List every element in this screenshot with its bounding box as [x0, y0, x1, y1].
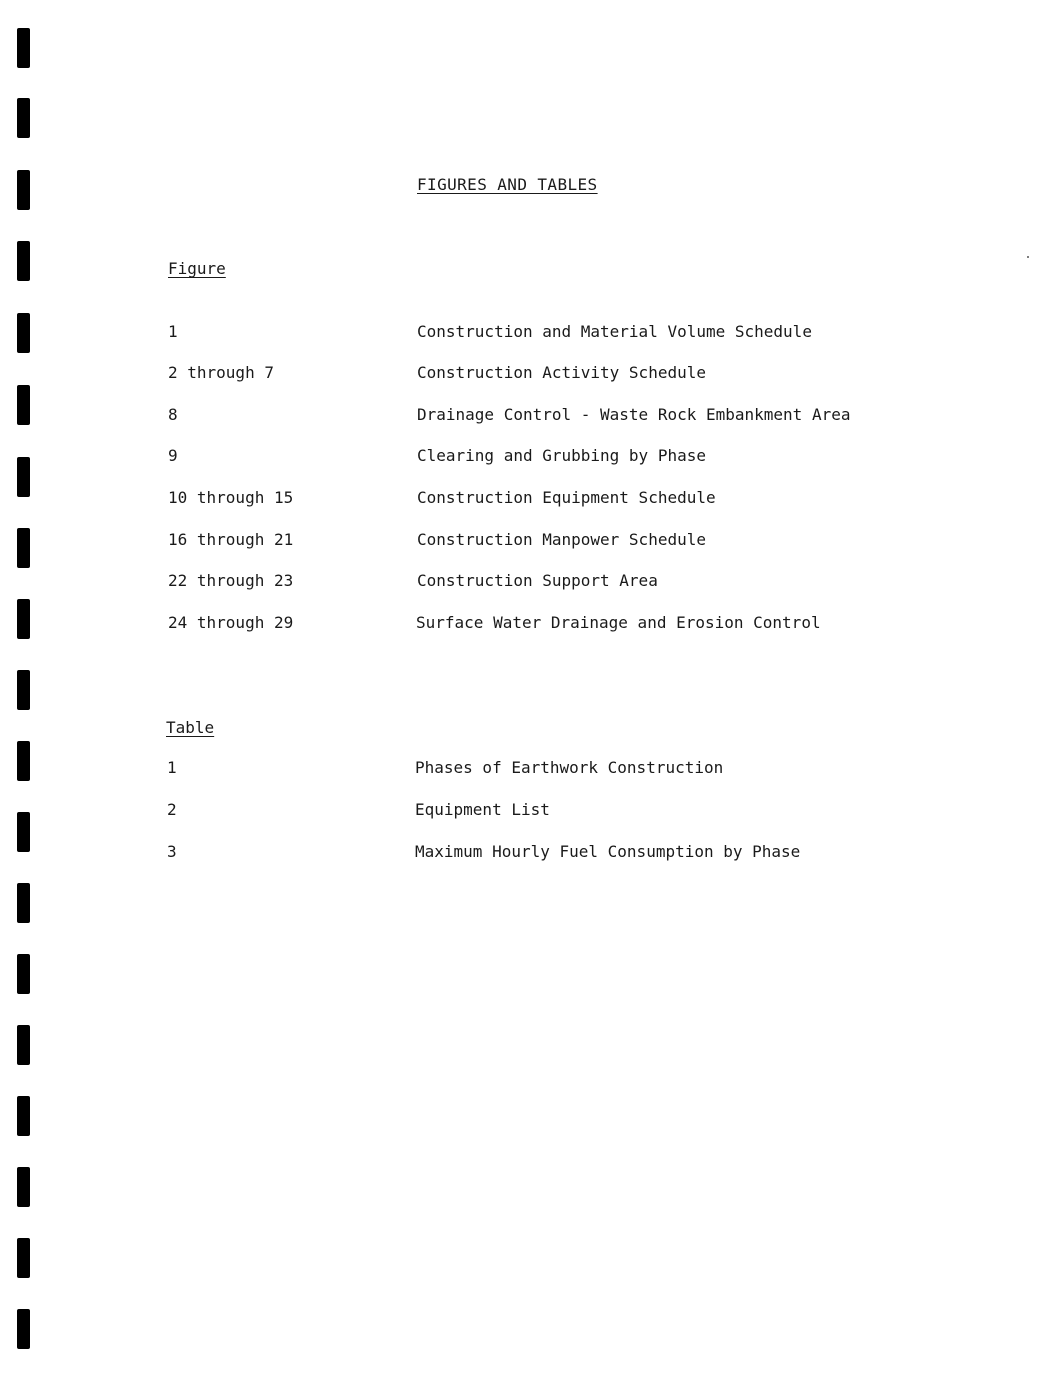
figure-row: [0, 363, 1060, 387]
figure-title: Construction Support Area: [417, 571, 658, 590]
table-row: [0, 800, 1060, 824]
binding-mark: [17, 1238, 30, 1278]
figure-title: Surface Water Drainage and Erosion Control: [416, 613, 821, 632]
table-row: [0, 758, 1060, 782]
figure-title: Drainage Control - Waste Rock Embankment Area: [417, 405, 851, 424]
table-number: 2: [167, 800, 177, 819]
binding-mark: [17, 1309, 30, 1349]
binding-mark: [17, 883, 30, 923]
binding-mark: [17, 670, 30, 710]
figure-number: 24 through 29: [168, 613, 294, 632]
figure-section-heading: Figure: [168, 259, 226, 278]
figure-row: [0, 446, 1060, 470]
figure-title: Construction and Material Volume Schedule: [417, 322, 812, 341]
binding-mark: [17, 98, 30, 138]
figure-number: 9: [168, 446, 178, 465]
figure-title: Clearing and Grubbing by Phase: [417, 446, 706, 465]
binding-mark: [17, 1167, 30, 1207]
figure-row: [0, 530, 1060, 554]
scan-speck: [1027, 256, 1029, 258]
binding-mark: [17, 170, 30, 210]
figure-number: 1: [168, 322, 178, 341]
figure-title: Construction Manpower Schedule: [417, 530, 706, 549]
table-title: Maximum Hourly Fuel Consumption by Phase: [415, 842, 801, 861]
table-number: 3: [167, 842, 177, 861]
figure-row: [0, 405, 1060, 429]
table-number: 1: [167, 758, 177, 777]
figure-row: [0, 322, 1060, 346]
figure-number: 2 through 7: [168, 363, 274, 382]
figure-number: 10 through 15: [168, 488, 294, 507]
figure-number: 16 through 21: [168, 530, 294, 549]
binding-mark: [17, 28, 30, 68]
figure-number: 22 through 23: [168, 571, 294, 590]
figure-row: [0, 613, 1060, 637]
figure-number: 8: [168, 405, 178, 424]
table-section-heading: Table: [166, 718, 215, 737]
table-title: Phases of Earthwork Construction: [415, 758, 724, 777]
figure-row: [0, 488, 1060, 512]
binding-marks: [15, 0, 35, 1380]
binding-mark: [17, 954, 30, 994]
page-title: FIGURES AND TABLES: [417, 175, 598, 194]
binding-mark: [17, 1096, 30, 1136]
figure-row: [0, 571, 1060, 595]
binding-mark: [17, 1025, 30, 1065]
table-row: [0, 842, 1060, 866]
figure-title: Construction Equipment Schedule: [417, 488, 716, 507]
table-title: Equipment List: [415, 800, 550, 819]
figure-title: Construction Activity Schedule: [417, 363, 706, 382]
binding-mark: [17, 241, 30, 281]
